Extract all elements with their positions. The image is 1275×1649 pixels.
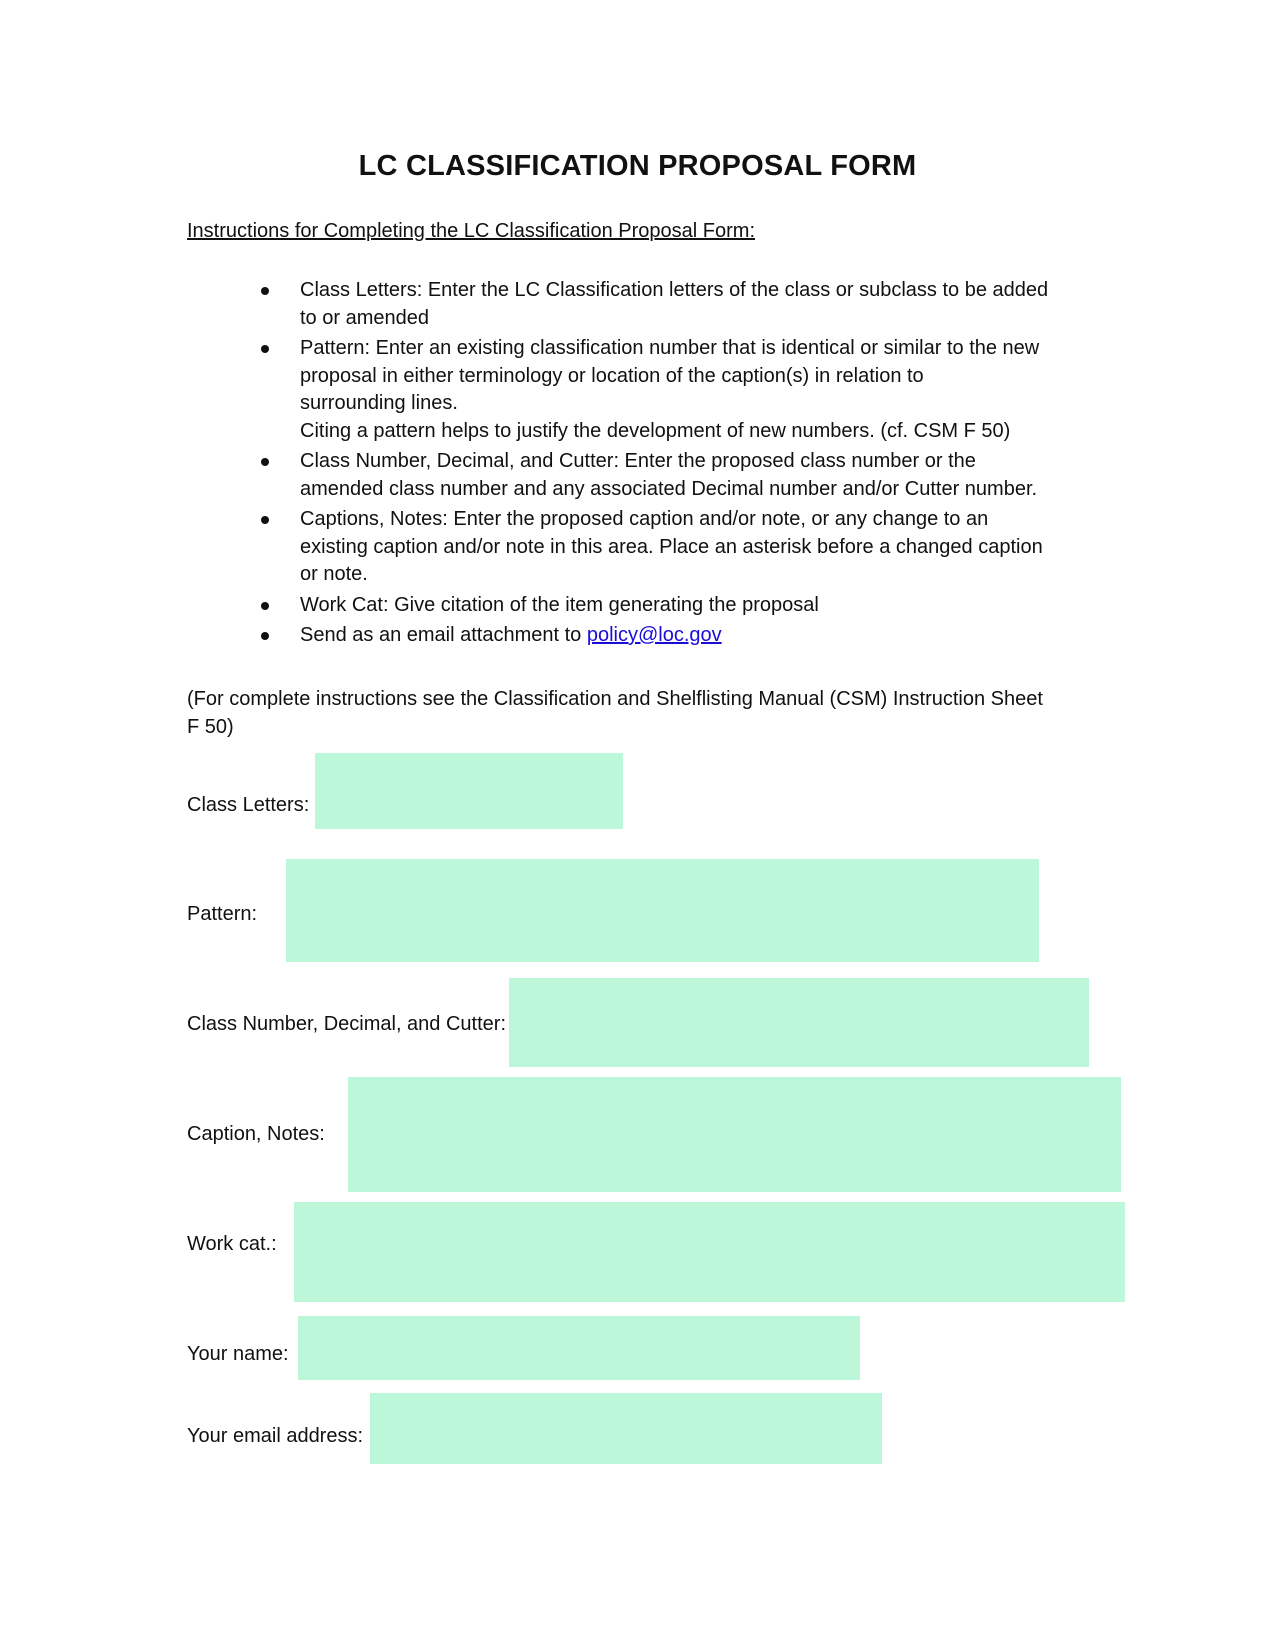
list-item: Captions, Notes: Enter the proposed caption and/or note, or any change to an existing caption and/or note in this area. Place an asterisk before a changed caption or note. [187, 506, 1087, 589]
list-item [187, 622, 1087, 650]
your-email-label: Your email address: [187, 1425, 364, 1447]
bullet-icon [261, 287, 269, 295]
bullet-icon [261, 345, 269, 353]
email-link[interactable]: policy@loc.gov [586, 624, 722, 646]
your-name-field[interactable] [298, 1316, 860, 1380]
work-cat-label: Work cat.: [187, 1233, 277, 1255]
pattern-label: Pattern: [187, 903, 258, 925]
list-item: Class Letters: Enter the LC Classification letters of the class or subclass to be added to or amended [187, 277, 1087, 332]
class-number-label: Class Number, Decimal, and Cutter: [187, 1013, 507, 1035]
pattern-field[interactable] [286, 859, 1039, 962]
list-item: Work Cat: Give citation of the item generating the proposal [187, 592, 1087, 620]
email-instruction-text: Send as an email attachment to [300, 624, 587, 646]
list-item: Class Number, Decimal, and Cutter: Enter the proposed class number or the amended class number and any associated Decimal number and/or Cutter number. [187, 448, 1087, 503]
complete-instructions-note: (For complete instructions see the Classification and Shelflisting Manual (CSM) Instruction Sheet F 50) [187, 688, 1043, 738]
bullet-icon [261, 458, 269, 466]
class-number-field[interactable] [509, 978, 1089, 1067]
work-cat-field[interactable] [294, 1202, 1125, 1302]
bullet-icon [261, 516, 269, 524]
your-email-field[interactable] [370, 1393, 882, 1464]
your-name-label: Your name: [187, 1343, 289, 1365]
class-letters-label: Class Letters: [187, 794, 310, 816]
bullet-icon [261, 602, 269, 610]
instructions-list [187, 277, 1087, 653]
class-letters-field[interactable] [315, 753, 623, 829]
instructions-heading: Instructions for Completing the LC Classification Proposal Form: [187, 220, 756, 242]
caption-notes-field[interactable] [348, 1077, 1121, 1192]
list-item: Pattern: Enter an existing classification number that is identical or similar to the new proposal in either terminology or location of the caption(s) in relation to surrounding lines. Citing a pattern helps to justify the development of new numbers. (cf. CSM F 50) [187, 335, 1087, 445]
page-title: LC CLASSIFICATION PROPOSAL FORM [358, 150, 917, 182]
caption-notes-label: Caption, Notes: [187, 1123, 325, 1145]
bullet-icon [261, 632, 269, 640]
